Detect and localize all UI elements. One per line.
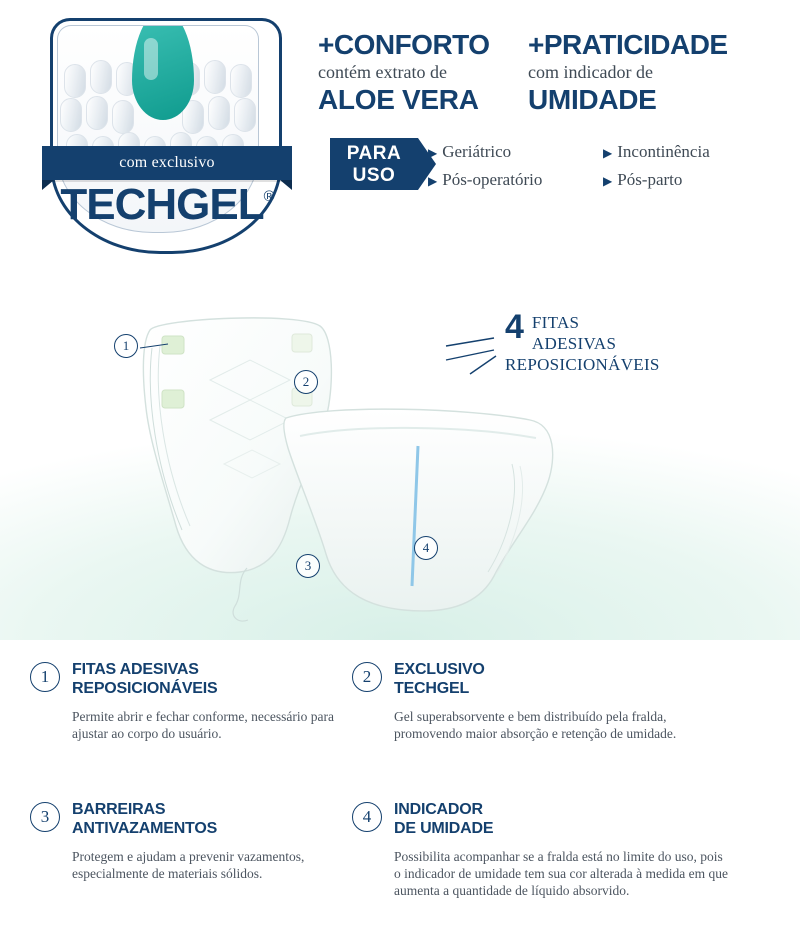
feature-3-title bbox=[72, 800, 360, 838]
tapes-label-line1: FITAS ADESIVAS bbox=[531, 313, 617, 353]
feature-2-title bbox=[394, 660, 732, 698]
feature-3-body: Protegem e ajudam a prevenir vazamentos, especialmente de materiais sólidos. bbox=[72, 849, 305, 881]
feature-2-body: Gel superabsorvente e bem distribuído pela fralda, promovendo maior absorção e retenção de umidade. bbox=[394, 709, 677, 741]
uses-list bbox=[428, 142, 748, 190]
tapes-count: 4 bbox=[505, 308, 524, 346]
feature-1-body: Permite abrir e fechar conforme, necessário para ajustar ao corpo do usuário. bbox=[72, 709, 334, 741]
feature-4-title bbox=[394, 800, 732, 838]
feature-item-3 bbox=[30, 800, 360, 882]
feature-4-title-line2: DE UMIDADE bbox=[394, 820, 494, 837]
claim-1-subline: contém extrato de bbox=[318, 62, 447, 82]
callout-marker-4: 4 bbox=[414, 536, 438, 560]
callout-marker-3: 3 bbox=[296, 554, 320, 578]
use-label: Incontinência bbox=[617, 142, 710, 161]
feature-2-number: 2 bbox=[352, 662, 382, 692]
leader-line-tapes-c bbox=[470, 356, 496, 374]
claim-1-keyword: ALOE VERA bbox=[318, 84, 479, 115]
leader-line-tapes-a bbox=[446, 338, 494, 346]
badge-ribbon-label: com exclusivo bbox=[119, 154, 215, 171]
claim-conforto bbox=[318, 30, 490, 116]
para-uso-banner bbox=[330, 138, 418, 190]
brand-name: TECHGEL bbox=[60, 180, 264, 229]
bullet-arrow-icon: ▶ bbox=[603, 146, 613, 160]
trademark-symbol: ® bbox=[263, 188, 274, 205]
feature-4-title-line1: INDICADOR bbox=[394, 801, 483, 818]
leader-line-tapes-b bbox=[446, 350, 494, 360]
adhesive-tape-bottom-left bbox=[162, 390, 184, 408]
badge-ribbon bbox=[42, 146, 292, 180]
diaper-graphic bbox=[0, 268, 800, 640]
use-label: Pós-operatório bbox=[442, 170, 543, 189]
use-item-pos-operatorio bbox=[428, 170, 603, 190]
feature-item-4 bbox=[352, 800, 732, 899]
header-section bbox=[0, 0, 800, 268]
feature-4-body: Possibilita acompanhar se a fralda está no limite do uso, pois o indicador de umidade tem sua cor alterada à medida em que aumenta a quantidade de líquido absorvido. bbox=[394, 849, 728, 898]
claim-2-headline: +PRATICIDADE bbox=[528, 29, 728, 60]
bullet-arrow-icon: ▶ bbox=[603, 174, 613, 188]
feature-item-2 bbox=[352, 660, 732, 742]
use-item-geriatrico bbox=[428, 142, 603, 162]
use-label: Pós-parto bbox=[617, 170, 683, 189]
bullet-arrow-icon: ▶ bbox=[428, 174, 438, 188]
use-item-pos-parto bbox=[603, 170, 748, 190]
claim-1-headline: +CONFORTO bbox=[318, 29, 490, 60]
callout-marker-2: 2 bbox=[294, 370, 318, 394]
para-uso-line1: PARA bbox=[346, 143, 402, 164]
claim-2-keyword: UMIDADE bbox=[528, 84, 657, 115]
feature-3-number: 3 bbox=[30, 802, 60, 832]
techgel-badge bbox=[42, 12, 292, 260]
bullet-arrow-icon: ▶ bbox=[428, 146, 438, 160]
tapes-label-line2: REPOSICIONÁVEIS bbox=[505, 355, 660, 374]
feature-item-1 bbox=[30, 660, 360, 742]
use-item-incontinencia bbox=[603, 142, 748, 162]
feature-2-title-line2: TECHGEL bbox=[394, 680, 470, 697]
feature-3-title-line2: ANTIVAZAMENTOS bbox=[72, 820, 218, 837]
diaper-photo bbox=[0, 268, 800, 640]
claim-praticidade bbox=[528, 30, 728, 116]
feature-1-title bbox=[72, 660, 360, 698]
adhesive-tape-top-right bbox=[292, 334, 312, 352]
features-section bbox=[0, 648, 800, 926]
leg-ruffle bbox=[233, 568, 248, 621]
feature-3-title-line1: BARREIRAS bbox=[72, 801, 166, 818]
feature-1-number: 1 bbox=[30, 662, 60, 692]
tapes-callout-label bbox=[505, 308, 660, 375]
use-label: Geriátrico bbox=[442, 142, 512, 161]
brand-wordmark bbox=[42, 180, 292, 230]
claim-2-subline: com indicador de bbox=[528, 62, 653, 82]
product-illustration-section bbox=[0, 268, 800, 640]
feature-1-title-line1: FITAS ADESIVAS bbox=[72, 661, 199, 678]
drop-highlight bbox=[144, 38, 158, 80]
feature-2-title-line1: EXCLUSIVO bbox=[394, 661, 485, 678]
water-drop-icon bbox=[132, 25, 194, 120]
feature-1-title-line2: REPOSICIONÁVEIS bbox=[72, 680, 218, 697]
adhesive-tape-top-left bbox=[162, 336, 184, 354]
callout-marker-1: 1 bbox=[114, 334, 138, 358]
feature-4-number: 4 bbox=[352, 802, 382, 832]
para-uso-line2: USO bbox=[352, 165, 396, 186]
